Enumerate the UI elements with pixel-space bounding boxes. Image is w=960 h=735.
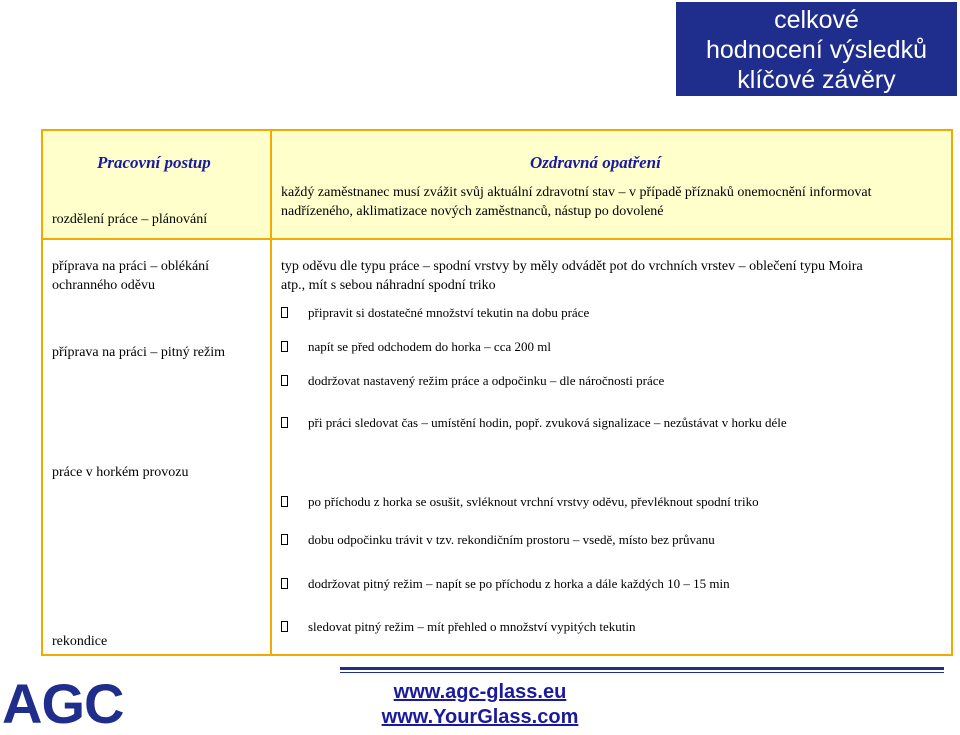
footer-divider: [340, 667, 944, 670]
row5-procedure: rekondice: [52, 634, 108, 649]
bullet-icon: [281, 578, 288, 589]
row1-measure-line2: nadřízeného, aklimatizace nových zaměstnanců, nástup po dovolené: [281, 204, 664, 219]
link-yourglass[interactable]: www.YourGlass.com: [381, 706, 579, 728]
bullet-icon: [281, 341, 288, 352]
row2-procedure-line2: ochranného oděvu: [52, 278, 156, 293]
title-line-3: klíčové závěry: [737, 66, 896, 94]
list-item: při práci sledovat čas – umístění hodin, popř. zvuková signalizace – nezůstávat v horku déle: [281, 413, 787, 432]
column-divider: [270, 131, 272, 654]
title-line-1: celkové: [774, 6, 859, 34]
footer-divider-thin: [340, 672, 944, 673]
header-health-measures: Ozdravná opatření: [530, 153, 661, 172]
list-item: napít se před odchodem do horka – cca 200 ml: [281, 337, 551, 356]
header-work-procedure: Pracovní postup: [97, 153, 211, 172]
row1-procedure: rozdělení práce – plánování: [52, 212, 208, 227]
list-item: dobu odpočinku trávit v tzv. rekondičním prostoru – vsedě, místo bez průvanu: [281, 530, 715, 549]
agc-logo: AGC: [2, 672, 124, 735]
bullet-icon: [281, 417, 288, 428]
list-item: dodržovat nastavený režim práce a odpočinku – dle náročnosti práce: [281, 371, 664, 390]
link-agc-glass[interactable]: www.agc-glass.eu: [393, 681, 567, 703]
list-item: sledovat pitný režim – mít přehled o množství vypitých tekutin: [281, 617, 635, 636]
list-item: po příchodu z horka se osušit, svléknout vrchní vrstvy oděvu, převléknout spodní triko: [281, 492, 759, 511]
measures-table: [41, 129, 953, 656]
bullet-icon: [281, 534, 288, 545]
row2-measure-line2: atp., mít s sebou náhradní spodní triko: [281, 278, 496, 293]
list-item: připravit si dostatečné množství tekutin na dobu práce: [281, 303, 589, 322]
bullet-icon: [281, 621, 288, 632]
row1-measure-line1: každý zaměstnanec musí zvážit svůj aktuální zdravotní stav – v případě příznaků onemocnění informovat: [281, 185, 872, 200]
row3-procedure: příprava na práci – pitný režim: [52, 345, 225, 360]
slide-title: [676, 2, 957, 96]
bullet-icon: [281, 375, 288, 386]
bullet-icon: [281, 496, 288, 507]
list-item: dodržovat pitný režim – napít se po příchodu z horka a dále každých 10 – 15 min: [281, 574, 730, 593]
row2-procedure-line1: příprava na práci – oblékání: [52, 259, 210, 274]
title-line-2: hodnocení výsledků: [706, 36, 927, 64]
row-divider: [43, 238, 951, 240]
row2-measure-line1: typ oděvu dle typu práce – spodní vrstvy by měly odvádět pot do vrchních vrstev – oblečení typu Moira: [281, 259, 863, 274]
row4-procedure: práce v horkém provozu: [52, 465, 189, 480]
bullet-icon: [281, 307, 288, 318]
